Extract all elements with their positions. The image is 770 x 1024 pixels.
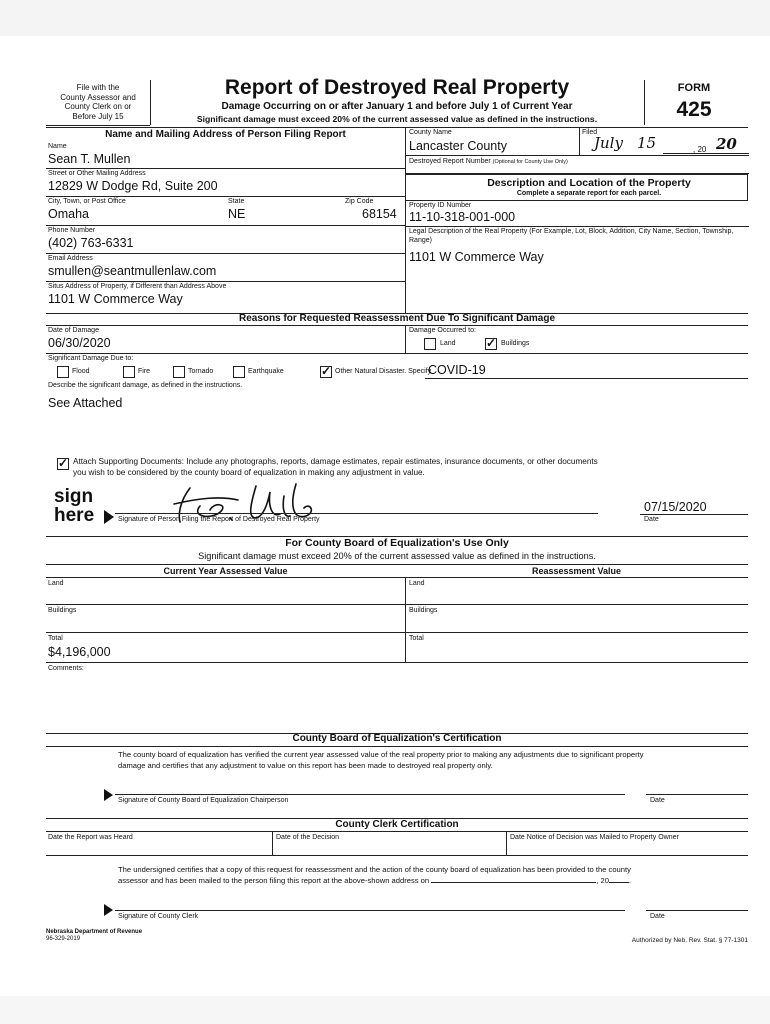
email-field[interactable]: smullen@seantmullenlaw.com xyxy=(48,264,217,278)
rule xyxy=(405,577,406,662)
clerk-text xyxy=(118,864,743,886)
footer-left xyxy=(46,929,142,943)
filing-instructions xyxy=(46,83,150,121)
clerk-signature-label: Signature of County Clerk xyxy=(118,913,199,920)
zip-label: Zip Code xyxy=(345,198,374,205)
attach-documents-text xyxy=(73,456,598,478)
rule xyxy=(46,577,748,578)
rule xyxy=(46,604,748,605)
buildings-checkbox[interactable] xyxy=(485,338,497,350)
phone-label: Phone Number xyxy=(48,227,96,234)
rule xyxy=(115,513,598,514)
filed-year[interactable]: 20 xyxy=(716,135,737,153)
clerk-date-label: Date xyxy=(650,913,665,920)
form-number: 425 xyxy=(676,98,712,121)
county-name-field[interactable]: Lancaster County xyxy=(409,139,507,153)
rule xyxy=(46,831,748,832)
property-id-label: Property ID Number xyxy=(409,202,472,209)
flood-checkbox-label: Flood xyxy=(72,368,90,375)
other-disaster-checkbox[interactable] xyxy=(320,366,332,378)
rule xyxy=(646,910,748,911)
city-label: City, Town, or Post Office xyxy=(48,198,126,205)
footer-authority: Authorized by Neb. Rev. Stat. § 77-1301 xyxy=(631,937,748,944)
situs-label: Situs Address of Property, if Different than Address Above xyxy=(48,283,227,290)
situs-field[interactable]: 1101 W Commerce Way xyxy=(48,292,183,306)
state-field[interactable]: NE xyxy=(228,207,246,221)
rule xyxy=(115,910,625,911)
phone-field[interactable]: (402) 763-6331 xyxy=(48,236,134,250)
filer-section-title: Name and Mailing Address of Person Filing Report xyxy=(105,129,346,140)
here-label: here xyxy=(54,505,95,526)
rule xyxy=(663,153,749,154)
buildings-checkbox-label: Buildings xyxy=(501,340,530,347)
report-number-label-text: Destroyed Report Number xyxy=(409,158,491,165)
chair-date-label: Date xyxy=(650,797,665,804)
describe-damage-label: Describe the significant damage, as defined in the instructions. xyxy=(48,382,243,389)
damage-date-label: Date of Damage xyxy=(48,327,99,334)
decision-date-label: Date of the Decision xyxy=(276,834,340,841)
tornado-checkbox-label: Tornado xyxy=(188,368,214,375)
earthquake-checkbox[interactable] xyxy=(233,366,245,378)
rule xyxy=(46,253,405,254)
form-subtitle-1: Damage Occurring on or after January 1 and before July 1 of Current Year xyxy=(221,101,573,112)
current-buildings-label: Buildings xyxy=(48,607,77,614)
current-value-title: Current Year Assessed Value xyxy=(163,566,288,576)
fire-checkbox[interactable] xyxy=(123,366,135,378)
section-top-rule xyxy=(46,127,748,128)
attach-documents-checkbox[interactable] xyxy=(57,458,69,470)
damage-occurred-label: Damage Occurred to: xyxy=(409,327,476,334)
rule xyxy=(405,155,749,156)
reassess-land-label: Land xyxy=(409,580,425,587)
scan-bottom-band xyxy=(0,996,770,1024)
reassess-buildings-label: Buildings xyxy=(409,607,438,614)
footer-form-code: 96-329-2019 xyxy=(46,936,81,942)
sign-date-label: Date xyxy=(644,516,659,523)
street-field[interactable]: 12829 W Dodge Rd, Suite 200 xyxy=(48,179,218,193)
clerk-line-1: The undersigned certifies that a copy of this request for reassessment and the action of the county board of equalization has been provided to the county xyxy=(118,865,631,874)
clerk-title: County Clerk Certification xyxy=(335,819,459,830)
current-land-label: Land xyxy=(48,580,64,587)
chair-signature-label: Signature of County Board of Equalization Chairperson xyxy=(118,797,289,804)
street-label: Street or Other Mailing Address xyxy=(48,170,146,177)
certification-line-1: The county board of equalization has verified the current year assessed value of the real property prior to making any adjustments due to significant property xyxy=(118,750,644,759)
rule xyxy=(46,325,748,326)
mailed-year-blank[interactable] xyxy=(609,882,629,883)
clerk-sign-arrow-icon xyxy=(104,904,113,916)
scan-top-band xyxy=(0,0,770,36)
state-label: State xyxy=(228,198,245,205)
name-field[interactable]: Sean T. Mullen xyxy=(48,152,131,166)
certification-line-2: damage and certifies that any adjustment to value on this report has been made to destroyed real property only. xyxy=(118,761,493,770)
attach-line-2: you wish to be considered by the county board of equalization in making any adjustment in value. xyxy=(73,468,425,477)
land-checkbox[interactable] xyxy=(424,338,436,350)
sign-arrow-icon xyxy=(104,510,114,524)
comments-label: Comments: xyxy=(48,665,84,672)
name-label: Name xyxy=(48,143,67,150)
clerk-line-2: assessor and has been mailed to the person filing this report at the above-shown address on , 20 . xyxy=(118,876,632,885)
reassessment-value-title: Reassessment Value xyxy=(531,566,622,576)
rule xyxy=(506,831,507,855)
other-disaster-label: Other Natural Disaster. Specify xyxy=(335,368,432,375)
earthquake-checkbox-label: Earthquake xyxy=(248,368,284,375)
rule xyxy=(46,353,748,354)
rule xyxy=(640,514,748,515)
tornado-checkbox[interactable] xyxy=(173,366,185,378)
land-checkbox-label: Land xyxy=(440,340,456,347)
sign-label: sign xyxy=(54,486,94,507)
rule xyxy=(115,794,625,795)
certification-title: County Board of Equalization's Certification xyxy=(292,733,502,744)
property-id-field[interactable]: 11-10-318-001-000 xyxy=(409,210,516,224)
damage-due-label: Significant Damage Due to: xyxy=(48,355,134,362)
rule xyxy=(272,831,273,855)
property-section-title: Description and Location of the Property xyxy=(487,177,691,189)
clerk-line-2-text: assessor and has been mailed to the person filing this report at the above-shown address on xyxy=(118,876,430,885)
property-section-note: Complete a separate report for each parcel. xyxy=(516,190,662,197)
rule xyxy=(405,325,406,353)
county-use-subtitle: Significant damage must exceed 20% of the current assessed value as defined in the instructions. xyxy=(198,551,596,561)
county-name-label: County Name xyxy=(409,129,452,136)
legal-description-label: Legal Description of the Real Property (For Example, Lot, Block, Addition, City Name, Section, Township, Range) xyxy=(409,228,734,244)
filing-line-2: County Assessor and xyxy=(60,92,136,102)
rule xyxy=(46,632,748,633)
clerk-line-2-year: , 20 xyxy=(596,876,609,885)
mailed-date-blank[interactable] xyxy=(431,882,596,883)
other-disaster-field[interactable]: COVID-19 xyxy=(428,363,486,377)
signature-filer-label: Signature of Person Filing the Report of Destroyed Real Property xyxy=(118,516,320,523)
rule xyxy=(579,127,580,155)
rule xyxy=(46,168,405,169)
report-number-label xyxy=(409,158,568,165)
current-total-label: Total xyxy=(48,635,63,642)
footer-department: Nebraska Department of Revenue xyxy=(46,929,143,935)
rule xyxy=(46,225,405,226)
rule xyxy=(646,794,748,795)
rule xyxy=(425,378,748,379)
zip-field[interactable]: 68154 xyxy=(362,207,397,221)
form-title: Report of Destroyed Real Property xyxy=(224,76,570,99)
rule xyxy=(46,196,405,197)
filed-comma: , 20 xyxy=(693,145,707,154)
rule xyxy=(46,564,748,565)
form-subtitle-2: Significant damage must exceed 20% of the current assessed value as defined in the instructions. xyxy=(196,114,598,124)
damage-date-field[interactable]: 06/30/2020 xyxy=(48,336,111,350)
filing-box-bottom xyxy=(46,125,150,126)
filed-month[interactable]: July xyxy=(594,134,623,152)
rule xyxy=(46,855,748,856)
filing-line-1: File with the xyxy=(76,83,120,92)
form-label: FORM xyxy=(677,82,711,94)
certification-text xyxy=(118,749,743,771)
rule xyxy=(405,226,749,227)
filed-label: Filed xyxy=(582,129,598,136)
filing-line-3: County Clerk on or xyxy=(64,102,132,111)
filing-line-4: Before July 15 xyxy=(72,111,124,121)
email-label: Email Address xyxy=(48,255,93,262)
report-number-note: (Optional for County Use Only) xyxy=(492,159,568,165)
describe-damage-field[interactable]: See Attached xyxy=(48,396,123,410)
legal-description-field[interactable]: 1101 W Commerce Way xyxy=(409,250,544,264)
city-field[interactable]: Omaha xyxy=(48,207,89,221)
filed-day[interactable]: 15 xyxy=(637,134,657,152)
attach-line-1: Attach Supporting Documents: Include any photographs, reports, damage estimates, repair estimates, insurance documents, or other documents xyxy=(73,457,598,466)
reassess-total-label: Total xyxy=(409,635,424,642)
reasons-section-title: Reasons for Requested Reassessment Due To Significant Damage xyxy=(238,313,555,324)
fire-checkbox-label: Fire xyxy=(138,368,151,375)
flood-checkbox[interactable] xyxy=(57,366,69,378)
county-use-title: For County Board of Equalization's Use Only xyxy=(285,537,509,549)
rule xyxy=(46,662,748,663)
sign-date-field[interactable]: 07/15/2020 xyxy=(644,500,707,514)
report-heard-label: Date the Report was Heard xyxy=(48,834,133,841)
chair-sign-arrow-icon xyxy=(104,789,113,801)
rule xyxy=(46,281,405,282)
current-total-field[interactable]: $4,196,000 xyxy=(48,645,111,659)
notice-mailed-label: Date Notice of Decision was Mailed to Property Owner xyxy=(510,834,679,841)
